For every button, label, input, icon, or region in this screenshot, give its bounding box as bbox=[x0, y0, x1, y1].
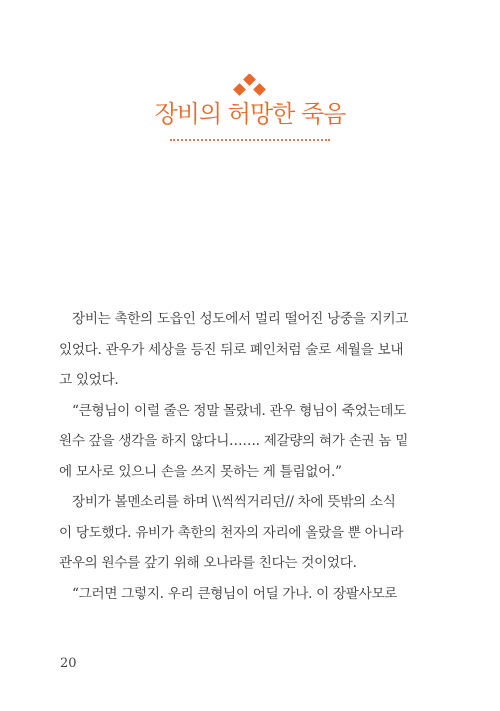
text-line: 관우의 원수를 갚기 위해 오나라를 친다는 것이었다. bbox=[59, 555, 357, 571]
title-dotted-rule bbox=[170, 139, 330, 141]
page-number: 20 bbox=[60, 656, 77, 671]
text-line: 에 모사로 있으니 손을 쓰지 못하는 게 틀림없어.” bbox=[59, 463, 342, 480]
text-line: 원수 갚을 생각을 하지 않다니……. 제갈량의 혀가 손권 놈 밑 bbox=[59, 433, 409, 449]
diamond-left bbox=[233, 83, 246, 96]
text-line: 있었다. 관우가 세상을 등진 뒤로 폐인처럼 술로 세월을 보내 bbox=[59, 341, 404, 358]
diamond-top bbox=[243, 74, 256, 86]
paragraph bbox=[59, 304, 443, 396]
diamond-right bbox=[253, 83, 266, 96]
body-text bbox=[59, 304, 443, 609]
text-line: 장비는 촉한의 도읍인 성도에서 멀리 떨어진 낭중을 지키고 bbox=[72, 311, 409, 327]
text-line: 이 당도했다. 유비가 촉한의 천자의 자리에 올랐을 뿐 아니라 bbox=[59, 524, 404, 541]
paragraph bbox=[59, 396, 443, 488]
text-line: 장비가 볼멘소리를 하며 \\씩씩거리던// 차에 뜻밖의 소식 bbox=[72, 494, 396, 510]
text-line: 고 있었다. bbox=[59, 372, 119, 388]
chapter-title: 장비의 허망한 죽음 bbox=[154, 100, 346, 128]
paragraph bbox=[59, 487, 443, 579]
text-line: “큰형님이 이럴 줄은 정말 몰랐네. 관우 형님이 죽었는데도 bbox=[72, 402, 406, 419]
diamond-ornament-icon bbox=[227, 74, 273, 96]
paragraph bbox=[59, 579, 443, 610]
text-line: “그러면 그렇지. 우리 큰형님이 어딜 가나. 이 장팔사모로 bbox=[72, 585, 398, 602]
